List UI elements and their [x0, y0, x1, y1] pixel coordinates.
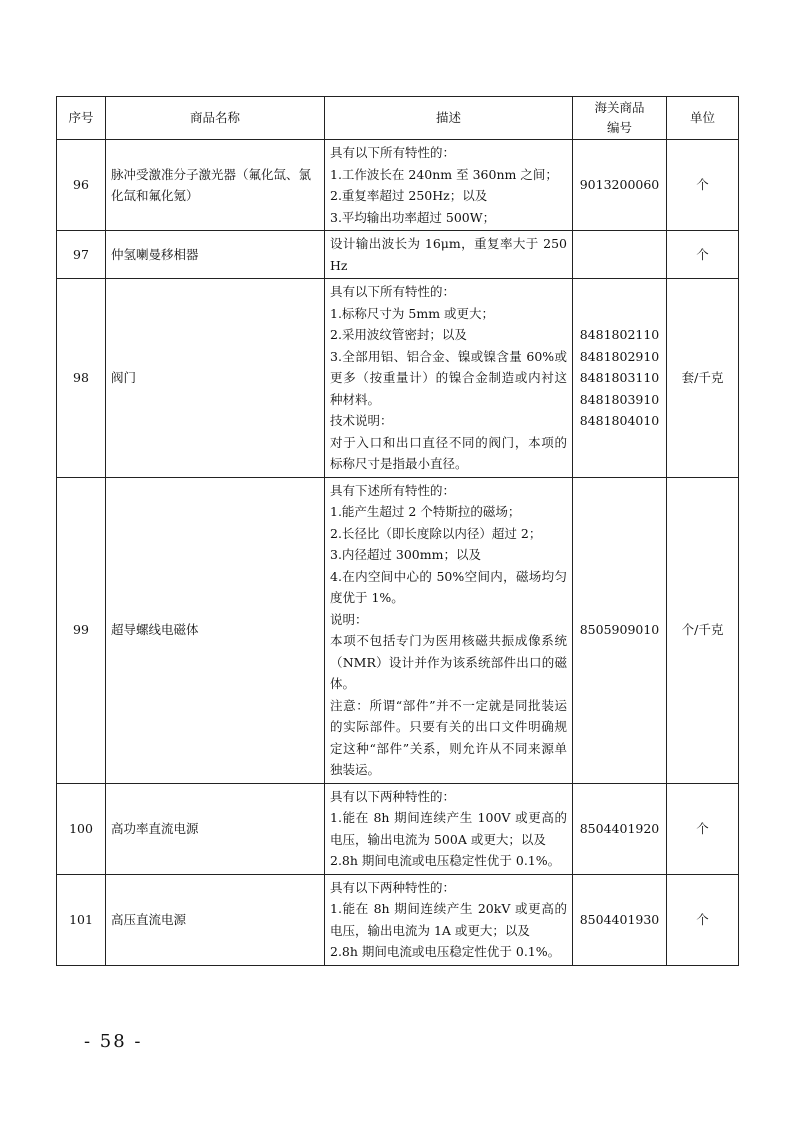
description-line: 具有下述所有特性的：: [330, 482, 456, 498]
table-header-row: [57, 97, 739, 140]
customs-code: 8505909010: [579, 622, 660, 638]
cell-description: [325, 783, 573, 874]
customs-code: 9013200060: [579, 177, 660, 193]
description-line: 对于入口和出口直径不同的阀门，本项的标称尺寸是指最小直径。: [330, 434, 567, 471]
cell-unit: 个/千克: [667, 477, 739, 783]
header-customs-code-line1: 海关商品: [594, 100, 645, 115]
description-line: 1.能在 8h 期间连续产生 20kV 或更高的电压，输出电流为 1A 或更大；以及: [330, 901, 567, 938]
cell-customs-code: [573, 231, 667, 279]
cell-name: 高功率直流电源: [106, 783, 325, 874]
header-customs-code: [573, 97, 667, 140]
description-line: 2.8h 期间电流或电压稳定性优于 0.1%。: [330, 853, 561, 868]
description-line: 1.能产生超过 2 个特斯拉的磁场；: [330, 504, 521, 519]
cell-unit: 个: [667, 140, 739, 231]
description-line: 3.平均输出功率超过 500W；: [330, 209, 496, 225]
customs-code: 8481803110: [579, 370, 660, 385]
description-line: 1.工作波长在 240nm 至 360nm 之间；: [330, 166, 558, 182]
cell-name: 阀门: [106, 279, 325, 478]
table-row: [57, 140, 739, 231]
description-line: 具有以下所有特性的：: [330, 145, 456, 160]
commodity-table: [56, 96, 739, 966]
header-no: 序号: [57, 97, 106, 140]
table-row: [57, 477, 739, 783]
header-unit: 单位: [667, 97, 739, 140]
table-row: [57, 874, 739, 965]
description-line: 具有以下所有特性的：: [330, 284, 456, 299]
cell-customs-code: [573, 279, 667, 478]
description-line: 1.标称尺寸为 5mm 或更大；: [330, 305, 495, 321]
description-line: 技术说明：: [330, 413, 393, 428]
table-body: [57, 140, 739, 966]
table-row: [57, 231, 739, 279]
description-line: 4.在内空间中心的 50%空间内，磁场均匀度优于 1%。: [330, 568, 567, 605]
table-row: [57, 279, 739, 478]
description-line: 说明：: [330, 611, 368, 627]
header-name: 商品名称: [106, 97, 325, 140]
customs-code: 8481804010: [579, 413, 660, 428]
header-description: 描述: [325, 97, 573, 140]
description-line: 3.内径超过 300mm；以及: [330, 547, 481, 562]
description-line: 设计输出波长为 16μm，重复率大于 250Hz: [330, 236, 567, 273]
customs-code: 8504401930: [579, 911, 660, 927]
description-line: 1.能在 8h 期间连续产生 100V 或更高的电压，输出电流为 500A 或更大；以及: [330, 810, 567, 847]
cell-customs-code: [573, 477, 667, 783]
cell-unit: 套/千克: [667, 279, 739, 478]
customs-code: 8504401920: [579, 820, 660, 836]
cell-no: 100: [57, 783, 106, 874]
cell-unit: 个: [667, 874, 739, 965]
description-line: 具有以下两种特性的：: [330, 879, 456, 895]
description-line: 具有以下两种特性的：: [330, 788, 456, 804]
customs-code: 8481802910: [579, 348, 660, 364]
cell-name: 脉冲受激准分子激光器（氟化氙、氯化氙和氟化氪）: [106, 140, 325, 231]
cell-name: 仲氢喇曼移相器: [106, 231, 325, 279]
description-line: 注意：所谓“部件”并不一定就是同批装运的实际部件。只要有关的出口文件明确规定这种“部件”关系，则允许从不同来源单独装运。: [330, 697, 567, 777]
cell-no: 99: [57, 477, 106, 783]
cell-no: 101: [57, 874, 106, 965]
cell-no: 98: [57, 279, 106, 478]
cell-description: [325, 231, 573, 279]
cell-customs-code: [573, 783, 667, 874]
cell-unit: 个: [667, 783, 739, 874]
cell-description: [325, 477, 573, 783]
cell-description: [325, 874, 573, 965]
header-customs-code-line2: 编号: [606, 120, 632, 135]
cell-description: [325, 279, 573, 478]
description-line: 3.全部用铝、铝合金、镍或镍含量 60%或更多（按重量计）的镍合金制造或内衬这种材料。: [330, 348, 567, 407]
description-line: 2.长径比（即长度除以内径）超过 2；: [330, 525, 542, 541]
description-line: 2.8h 期间电流或电压稳定性优于 0.1%。: [330, 944, 561, 959]
cell-description: [325, 140, 573, 231]
customs-code: 8481802110: [579, 327, 660, 342]
cell-customs-code: [573, 874, 667, 965]
description-line: 2.采用波纹管密封；以及: [330, 327, 467, 342]
cell-unit: 个: [667, 231, 739, 279]
cell-customs-code: [573, 140, 667, 231]
page-number: - 58 -: [84, 1031, 143, 1052]
cell-no: 97: [57, 231, 106, 279]
cell-name: 高压直流电源: [106, 874, 325, 965]
cell-no: 96: [57, 140, 106, 231]
customs-code: 8481803910: [579, 391, 660, 407]
description-line: 本项不包括专门为医用核磁共振成像系统（NMR）设计并作为该系统部件出口的磁体。: [330, 633, 567, 691]
cell-name: 超导螺线电磁体: [106, 477, 325, 783]
table-row: [57, 783, 739, 874]
description-line: 2.重复率超过 250Hz；以及: [330, 188, 488, 203]
